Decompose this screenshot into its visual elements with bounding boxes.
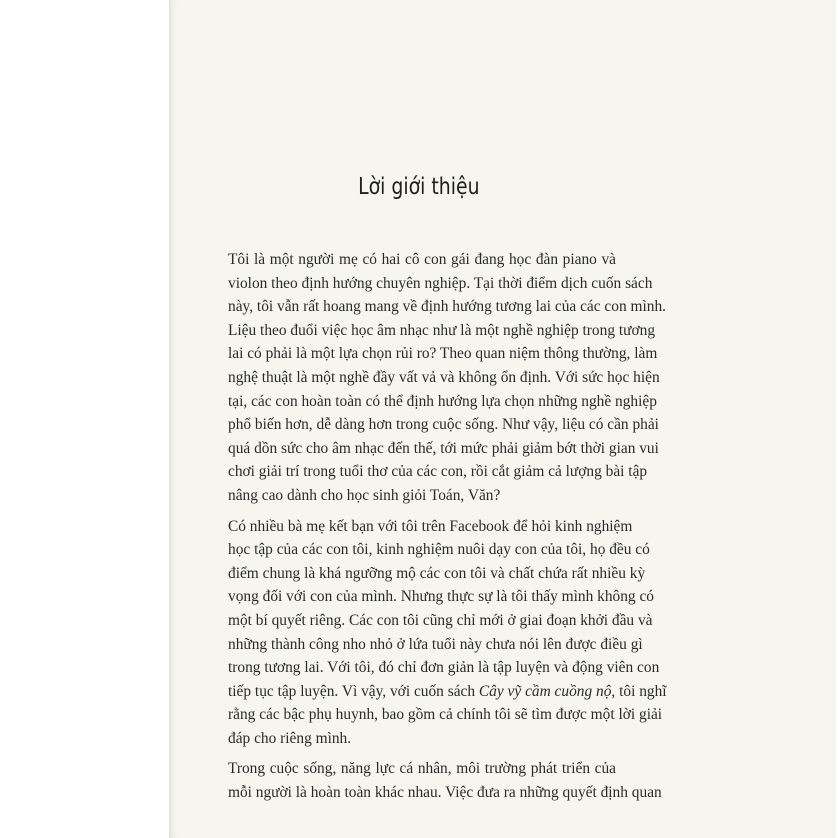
text-segment: tiếp tục tập luyện. Vì vậy, với cuốn sách	[228, 682, 479, 700]
text-line: đáp cho riêng mình.	[228, 729, 352, 747]
text-line: một bí quyết riêng. Các con tôi cũng chỉ mới ở giai đoạn khởi đầu và	[228, 611, 653, 629]
book-title-italic: Cây vỹ cầm cuồng nộ	[478, 682, 612, 700]
body-text	[228, 248, 667, 812]
page-title: Lời giới thiệu	[358, 174, 480, 200]
text-line: lai có phải là một lựa chọn rủi ro? Theo quan niệm thông thường, làm	[228, 345, 658, 363]
text-line: trong tương lai. Với tôi, đó chỉ đơn giản là tập luyện và động viên con	[228, 659, 660, 677]
text-line: tại, các con hoàn toàn có thể định hướng lựa chọn những nghề nghiệp	[228, 392, 657, 410]
text-line: rằng các bậc phụ huynh, bao gồm cả chính tôi sẽ tìm được một lời giải	[228, 706, 663, 724]
text-line: Tôi là một người mẹ có hai cô con gái đang học đàn piano và	[228, 251, 616, 268]
paragraph-3	[228, 757, 662, 804]
text-line: phổ biến hơn, dễ dàng hơn trong cuộc sống. Như vậy, liệu có cần phải	[228, 416, 659, 434]
text-line: những thành công nho nhỏ ở lứa tuổi này chưa nói lên được điều gì	[228, 635, 643, 653]
text-line: mỗi người là hoàn toàn khác nhau. Việc đưa ra những quyết định quan	[228, 784, 662, 802]
text-line: nghệ thuật là một nghề đầy vất vả và không ổn định. Với sức học hiện	[228, 368, 660, 386]
text-line: chơi giải trí trong tuổi thơ của các con, rồi cắt giảm cả lượng bài tập	[228, 463, 648, 481]
text-line: nâng cao dành cho học sinh giỏi Toán, Văn?	[228, 486, 501, 504]
text-line: Trong cuộc sống, năng lực cá nhân, môi trường phát triển của	[228, 760, 616, 778]
text-line-with-book-title	[228, 680, 667, 704]
text-line: điểm chung là khá ngưỡng mộ các con tôi và chất chứa rất nhiều kỳ	[228, 564, 646, 582]
text-line: học tập của các con tôi, kinh nghiệm nuôi dạy con của tôi, họ đều có	[228, 541, 650, 559]
text-segment: , tôi nghĩ	[611, 682, 667, 700]
text-line: Liệu theo đuổi việc học âm nhạc như là một nghề nghiệp trong tương	[228, 321, 656, 339]
text-line: violon theo định hướng chuyên nghiệp. Tại thời điểm dịch cuốn sách	[228, 274, 653, 292]
paragraph-1	[228, 248, 666, 508]
text-line: vọng đối với con của mình. Nhưng thực sự là tôi thấy mình không có	[228, 588, 655, 606]
text-line: Có nhiều bà mẹ kết bạn với tôi trên Facebook để hỏi kinh nghiệm	[228, 517, 633, 535]
text-line: này, tôi vẫn rất hoang mang về định hướng tương lai của các con mình.	[228, 298, 666, 316]
text-line: quá dồn sức cho âm nhạc đến thế, tới mức phải giảm bớt thời gian vui	[228, 439, 659, 457]
paragraph-2	[228, 515, 667, 751]
